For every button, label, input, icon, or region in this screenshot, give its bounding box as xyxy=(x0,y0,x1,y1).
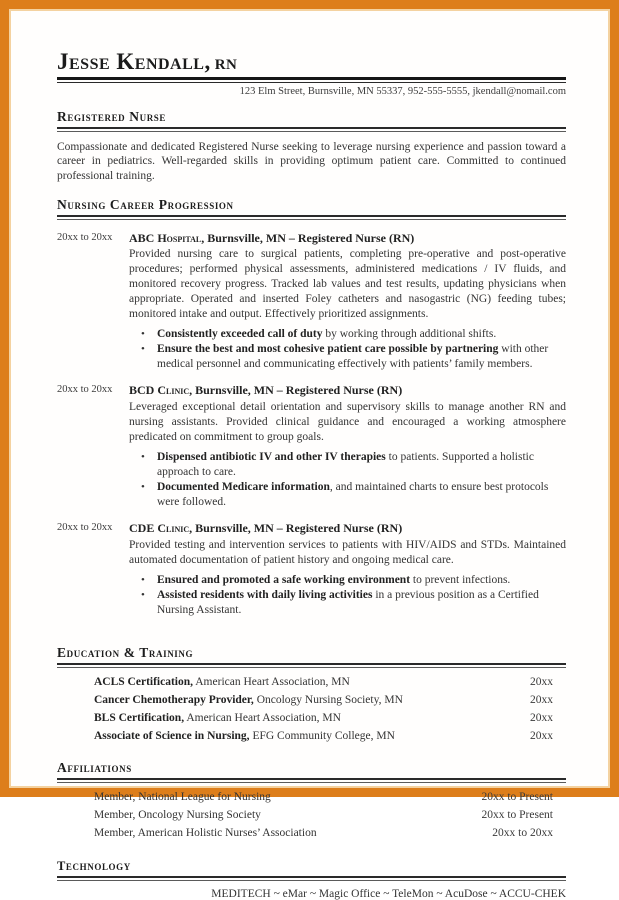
section-career xyxy=(57,197,566,618)
affiliation-row xyxy=(57,806,566,824)
education-entry xyxy=(94,727,530,745)
job-body xyxy=(129,521,566,618)
affiliation-entry: Member, National League for Nursing xyxy=(94,790,271,803)
job-location-role: Burnsville, MN – Registered Nurse (RN) xyxy=(204,230,415,245)
education-org: EFG Community College, MN xyxy=(249,730,395,743)
bullet-rest: by working through additional shifts. xyxy=(322,327,497,340)
job-bullet-list xyxy=(129,450,566,511)
bullet-lead: Dispensed antibiotic IV and other IV therapies xyxy=(157,450,386,463)
education-title: Associate of Science in Nursing, xyxy=(94,730,250,743)
section-heading-career: Nursing Career Progression xyxy=(57,197,234,213)
affiliation-rows xyxy=(57,788,566,842)
section-education xyxy=(57,645,566,745)
job-title xyxy=(129,521,566,535)
education-title: BLS Certification, xyxy=(94,711,185,724)
education-org: Oncology Nursing Society, MN xyxy=(253,693,403,706)
section-heading-education: Education & Training xyxy=(57,645,194,661)
job-title xyxy=(129,383,566,397)
candidate-name: Jesse Kendall, xyxy=(57,49,211,74)
resume-content xyxy=(9,9,610,900)
affiliation-entry: Member, American Holistic Nurses’ Association xyxy=(94,827,317,840)
education-row xyxy=(57,691,566,709)
bullet-lead: Ensure the best and most cohesive patient care possible by partnering xyxy=(157,343,499,356)
job-bullet-list xyxy=(129,327,566,373)
education-year: 20xx xyxy=(530,693,553,706)
education-entry xyxy=(94,691,530,709)
section-title xyxy=(57,109,566,184)
education-row xyxy=(57,727,566,745)
job-location-role: Burnsville, MN – Registered Nurse (RN) xyxy=(192,521,403,536)
job-bullet xyxy=(141,588,566,618)
bullet-rest: to patients. Supported a holistic approach to care. xyxy=(157,450,534,478)
contact-line: 123 Elm Street, Burnsville, MN 55337, 952-555-5555, jkendall@nomail.com xyxy=(239,86,566,97)
section-technology xyxy=(57,859,566,899)
education-rows xyxy=(57,673,566,746)
job-entry xyxy=(57,231,566,373)
bullet-lead: Ensured and promoted a safe working environment xyxy=(157,573,411,586)
job-bullet xyxy=(141,327,566,342)
education-org: American Heart Association, MN xyxy=(184,711,341,724)
education-row xyxy=(57,709,566,727)
technology-list: MEDITECH ~ eMar ~ Magic Office ~ TeleMon ~ AcuDose ~ ACCU-CHEK xyxy=(211,887,566,900)
section-divider xyxy=(57,778,566,783)
section-heading-affiliations: Affiliations xyxy=(57,760,132,776)
section-heading-title: Registered Nurse xyxy=(57,109,166,124)
job-entry xyxy=(57,521,566,618)
bullet-rest: in a previous position as a Certified Nursing Assistant. xyxy=(157,588,539,616)
section-divider xyxy=(57,127,566,132)
summary-paragraph: Compassionate and dedicated Registered Nurse seeking to leverage nursing experience and passion toward a career in pediatrics. Well-regarded skills in providing optimum patient care. Committed to continued professional training. xyxy=(57,140,566,183)
bullet-rest: with other medical personnel and communicating effectively with patients’ family members. xyxy=(157,343,549,371)
job-description: Provided nursing care to surgical patients, completing pre-operative and post-operative procedures; performed physical assessments, administered medications / IV fluids, and monitored recovery progress. Tracked lab values and test results, updating physicians when appropriate. Operated and inserted Foley catheters and nasogastric (NG) feeding tubes; monitored intake and output. Effectively prioritized assignments. xyxy=(129,248,566,320)
bullet-lead: Consistently exceeded call of duty xyxy=(157,327,323,340)
affiliation-row xyxy=(57,788,566,806)
job-company: CDE Clinic, xyxy=(129,521,193,536)
job-company: BCD Clinic, xyxy=(129,383,193,398)
job-body xyxy=(129,231,566,373)
education-org: American Heart Association, MN xyxy=(193,675,350,688)
affiliation-entry: Member, Oncology Nursing Society xyxy=(94,808,261,821)
education-year: 20xx xyxy=(530,711,553,724)
job-title xyxy=(129,231,566,245)
job-bullet xyxy=(141,450,566,480)
affiliation-dates: 20xx to Present xyxy=(481,808,553,821)
job-location-role: Burnsville, MN – Registered Nurse (RN) xyxy=(192,383,403,398)
job-description: Provided testing and intervention services to patients with HIV/AIDS and STDs. Maintained automated documentation of patient history and ongoing medical care. xyxy=(129,538,566,566)
education-entry xyxy=(94,709,530,727)
job-bullet-list xyxy=(129,573,566,619)
job-entry xyxy=(57,383,566,510)
job-dates: 20xx to 20xx xyxy=(57,522,113,534)
job-description: Leveraged exceptional detail orientation and supervisory skills to manage another RN and nursing assistants. Provided clinical guidance and encouraged a working atmosphere predicated on commitment to group goals. xyxy=(129,400,566,443)
section-divider xyxy=(57,663,566,668)
job-company: ABC Hospital, xyxy=(129,230,205,245)
bullet-rest: , and maintained charts to ensure best protocols were followed. xyxy=(157,480,549,509)
affiliation-row xyxy=(57,824,566,842)
education-year: 20xx xyxy=(530,675,553,688)
job-bullet xyxy=(141,573,566,588)
bullet-lead: Assisted residents with daily living activities xyxy=(157,588,373,601)
affiliation-dates: 20xx to 20xx xyxy=(492,827,553,840)
bullet-lead: Documented Medicare information xyxy=(157,480,330,493)
candidate-name-line xyxy=(57,42,566,74)
section-divider xyxy=(57,215,566,220)
section-divider xyxy=(57,876,566,881)
job-dates: 20xx to 20xx xyxy=(57,384,113,396)
section-heading-technology: Technology xyxy=(57,859,131,874)
job-dates: 20xx to 20xx xyxy=(57,231,113,243)
job-bullet xyxy=(141,342,566,372)
education-year: 20xx xyxy=(530,730,553,743)
resume-header xyxy=(57,42,566,97)
section-affiliations xyxy=(57,760,566,842)
education-entry xyxy=(94,673,530,691)
header-divider xyxy=(57,77,566,83)
affiliation-dates: 20xx to Present xyxy=(481,790,553,803)
candidate-credential: RN xyxy=(214,57,238,73)
job-body xyxy=(129,383,566,510)
job-bullet xyxy=(141,480,566,510)
education-row xyxy=(57,673,566,691)
education-title: ACLS Certification, xyxy=(94,675,194,688)
bullet-rest: to prevent infections. xyxy=(410,573,511,586)
education-title: Cancer Chemotherapy Provider, xyxy=(94,693,254,706)
